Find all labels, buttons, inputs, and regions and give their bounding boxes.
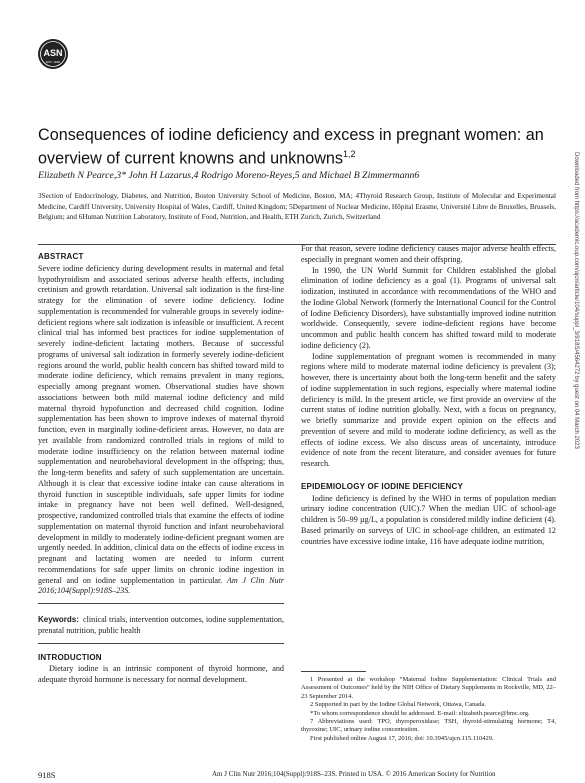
keywords	[38, 615, 284, 637]
right-column	[301, 244, 556, 547]
affiliations: 3Section of Endocrinology, Diabetes, and Nutrition, Boston University School of Medicine, Boston, MA; 4Thyroid Research Group, Institute of Molecular and Experimental Medicine, Cardiff University, University Hospital of Wales, Cardiff, United Kingdom; 5Department of Nuclear Medicine, Hôpital Erasme, Université Libre de Bruxelles, Brussels, Belgium; and 6Human Nutrition Laboratory, Institute of Food, Nutrition, and Health, ETH Zurich, Zurich, Switzerland	[38, 192, 556, 222]
body-paragraph: Iodine supplementation of pregnant women is recommended in many regions where mild to moderate maternal iodine deficiency is prevalent (3); however, there is uncertainty about both the long-term benefit and the safety of iodine supplementation in such regions, especially where maternal iodine deficiency is mild. In the present article, we first provide an overview of the current status of iodine nutrition globally. Next, with a focus on pregnancy, we briefly summarize and provide expert opinion on the effects and prevention of severe and mild to moderate iodine deficiency, as well as the effects of iodine excess. We also discuss areas of uncertainty, introduce evidence of note from the recent literature, and consider avenues for future research.	[301, 351, 556, 468]
footnote: First published online August 17, 2016; doi: 10.3945/ajcn.115.110429.	[310, 734, 494, 742]
keywords-label: Keywords:	[38, 615, 79, 624]
keywords-text: clinical trials, intervention outcomes, iodine supplementation, prenatal nutrition, public health	[38, 615, 284, 635]
left-column	[38, 252, 284, 686]
section-heading: EPIDEMIOLOGY OF IODINE DEFICIENCY	[301, 481, 464, 491]
divider	[38, 603, 284, 604]
body-paragraph: In 1990, the UN World Summit for Children established the global elimination of iodine deficiency as a goal (1). Programs of universal salt iodization, instituted in accordance with recommendations of the WHO and the Iodine Global Network (formerly the International Council for the Control of Iodine Deficiency Disorders), have substantially improved iodine nutrition worldwide. Consequently, severe iodine-deficient regions have become uncommon and public health concern has shifted toward mild to moderate iodine deficiency (2).	[301, 265, 556, 350]
logo-text: ASN	[43, 48, 63, 58]
introduction-heading: INTRODUCTION	[38, 652, 102, 662]
abstract-heading: ABSTRACT	[38, 252, 84, 261]
abstract-body	[38, 264, 284, 597]
abstract-text: Severe iodine deficiency during development results in maternal and fetal hypothyroidism and associated serious adverse health effects, including cretinism and growth retardation. Universal salt iodization is the first-line strategy for the elimination of severe iodine deficiency. Iodine supplementation is recommended for vulnerable groups in severely iodine-deficient regions where salt iodization is infeasible or insufficient. A recent clinical trial has informed best practices for iodine supplementation of severely iodine-deficient lactating mothers. Because of successful programs of universal salt iodization in formerly severely iodine-deficient regions around the world, public health concern has shifted toward mild to moderate iodine deficiency, which remains prevalent in many regions, especially among pregnant women. Observational studies have shown associations between both mild maternal iodine deficiency and mild maternal thyroid hypofunction and decreased child cognition. Iodine supplementation has been shown to improve indexes of maternal thyroid function, even in marginally iodine-deficient areas. However, no data are yet available from randomized controlled trials in regions of mild to moderate iodine insufficiency on the relation between maternal iodine supplementation and neurobehavioral development in the offspring; thus, the long-term benefits and safety of such supplementation are uncertain. Although it is clear that excessive iodine intake can cause alterations in thyroid function in susceptible individuals, safe upper limits for iodine intake in pregnancy have not been well defined. Well-designed, prospective, randomized controlled trials that examine the effects of iodine supplementation on maternal thyroid function and infant neurobehavioral development in mildly to moderately iodine-deficient pregnant women are urgently needed. In addition, clinical data on the effects of iodine excess in pregnant and lactating women are needed to inform current recommendations for safe upper limits on chronic iodine ingestion in general and on iodine supplementation in particular.	[38, 263, 284, 585]
abstract-citation: Am J Clin Nutr 2016;104(Suppl):918S–23S.	[38, 575, 284, 596]
logo-subtext: EST. 1928	[46, 60, 60, 64]
introduction-paragraph: Dietary iodine is an intrinsic component of thyroid hormone, and adequate thyroid hormone is necessary for normal development.	[38, 664, 284, 684]
download-sidebar: Downloaded from https://academic.oup.com/ajcn/article/104/suppl_3/918S/4564272 by guest on 04 March 2023	[573, 152, 579, 449]
asn-seal-icon	[37, 38, 69, 70]
footnote: 7 Abbreviations used: TPO, thyroperoxidase; TSH, thyroid-stimulating hormone; T4, thyroxine; UIC, urinary iodine concentration.	[301, 718, 556, 734]
body-paragraph: For that reason, severe iodine deficiency causes major adverse health effects, especially in pregnant women and their offspring.	[301, 244, 556, 264]
footer-citation: Am J Clin Nutr 2016;104(Suppl):918S–23S. Printed in USA. © 2016 American Society for Nutrition	[212, 770, 496, 778]
author-list: Elizabeth N Pearce,3* John H Lazarus,4 Rodrigo Moreno-Reyes,5 and Michael B Zimmermann6	[38, 170, 420, 181]
title-text: Consequences of iodine deficiency and excess in pregnant women: an overview of current knowns and unknowns	[38, 126, 544, 168]
title-footnote-marks: 1,2	[343, 149, 356, 159]
footnote: *To whom correspondence should be addressed. E-mail: elizabeth.pearce@bmc.org.	[310, 709, 530, 717]
footnotes	[301, 676, 556, 743]
footnote: 2 Supported in part by the Iodine Global Network, Ottawa, Canada.	[310, 701, 486, 709]
page-number: 918S	[38, 770, 56, 780]
divider	[38, 643, 284, 644]
footnote: 1 Presented at the workshop “Maternal Iodine Supplementation: Clinical Trials and Assessment of Outcomes” held by the NIH Office of Dietary Supplements in Rockville, MD, 22–23 September 2014.	[301, 676, 556, 700]
footnote-divider	[301, 671, 366, 672]
body-paragraph: Iodine deficiency is defined by the WHO in terms of population median urinary iodine concentration (UIC).7 When the median UIC of school-age children is 50–99 µg/L, a population is considered mildly iodine deficient (4). Based primarily on surveys of UIC in school-age children, an estimated 12 countries have excessive iodine intake, 116 have adequate iodine nutrition,	[301, 493, 556, 546]
article-title	[38, 126, 558, 168]
asn-logo	[37, 38, 69, 70]
